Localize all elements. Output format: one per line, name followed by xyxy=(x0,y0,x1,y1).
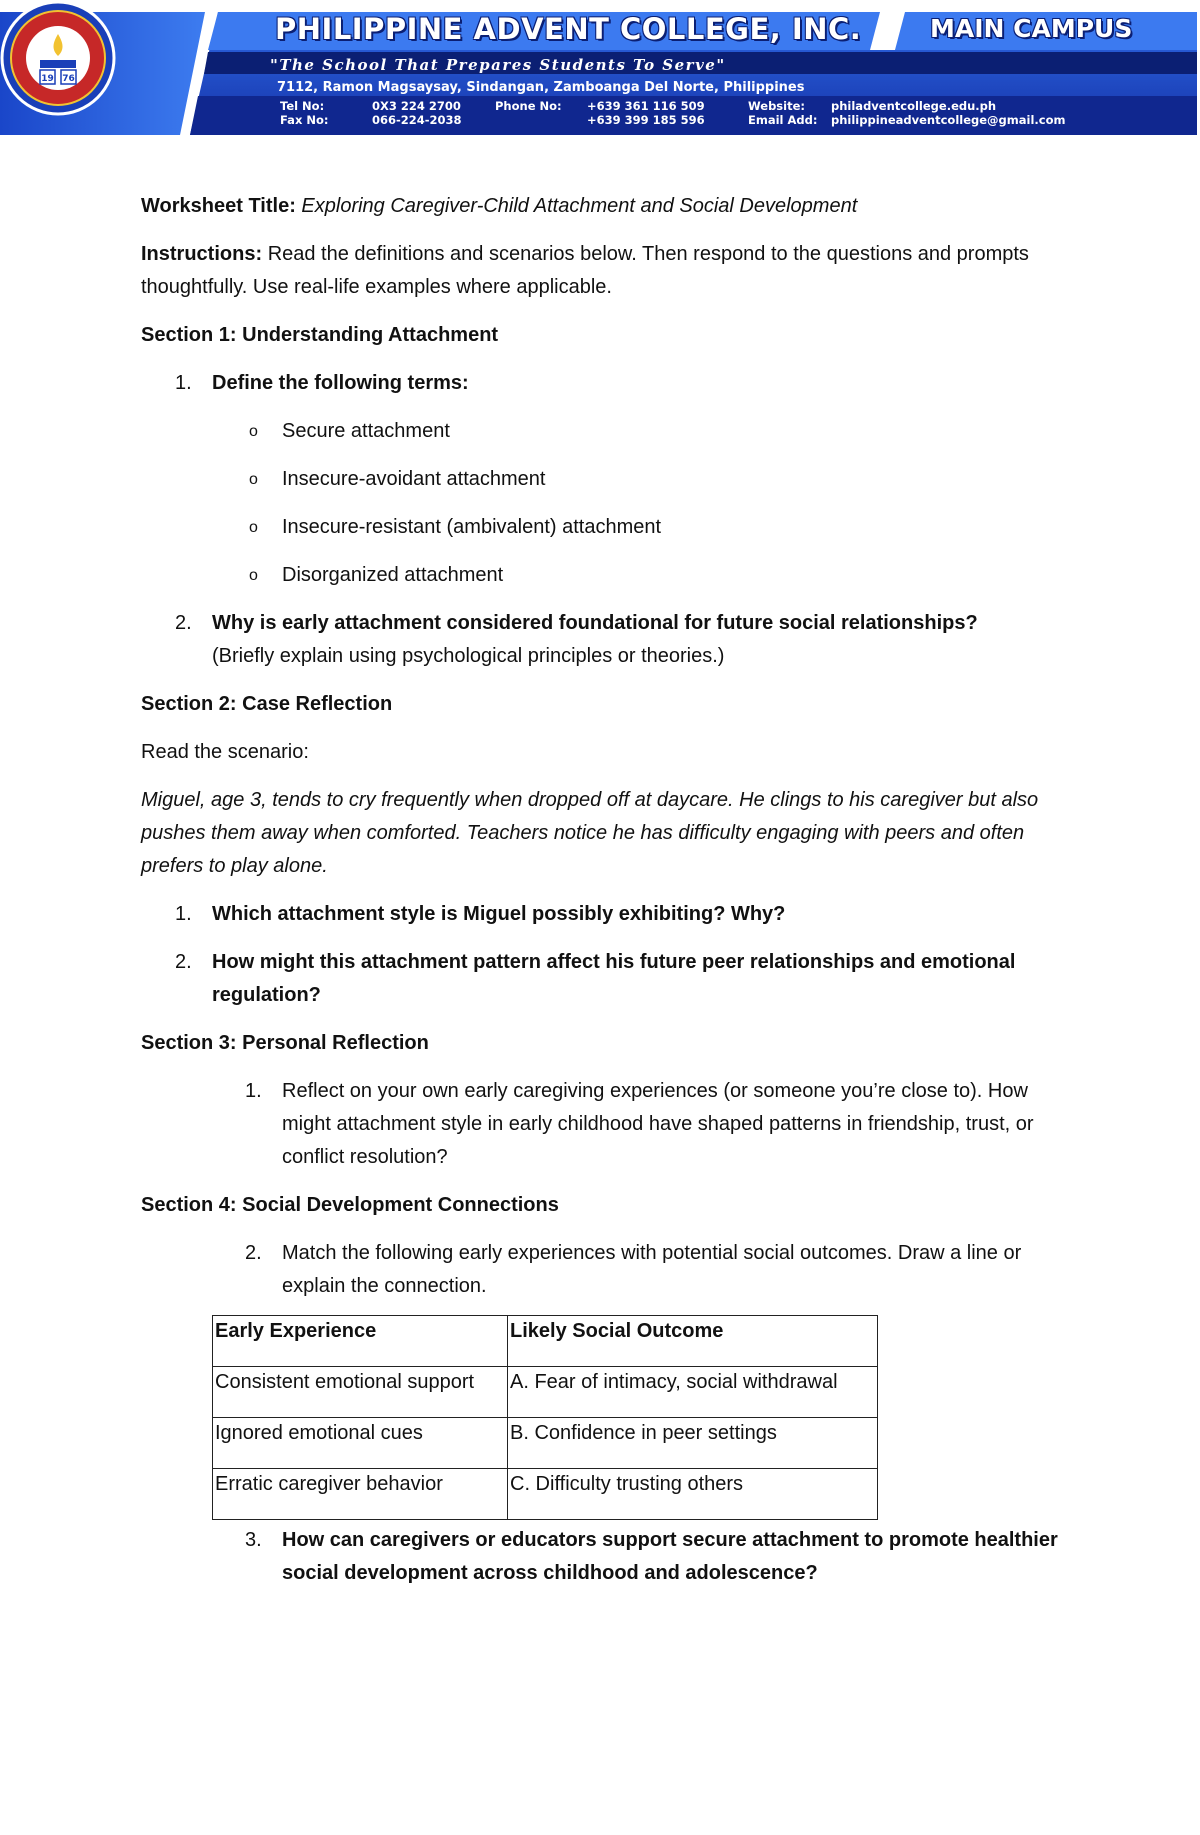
table-cell: B. Confidence in peer settings xyxy=(508,1418,878,1469)
table-header-row xyxy=(213,1316,878,1367)
phone-value-2: +639 399 185 596 xyxy=(587,113,705,127)
email-value[interactable]: philippineadventcollege@gmail.com xyxy=(831,113,1066,127)
question-note: (Briefly explain using psychological principles or theories.) xyxy=(212,645,725,667)
section-4-question-2 xyxy=(141,1237,1071,1303)
section-2-question-2 xyxy=(141,946,1071,1012)
question-number: 1. xyxy=(245,1080,262,1102)
instructions-text: Read the definitions and scenarios below. Then respond to the questions and prompts thoughtfully. Use real-life examples where applicable. xyxy=(141,243,1029,298)
term-item xyxy=(141,415,1071,448)
question-number: 2. xyxy=(175,951,192,973)
fax-value: 066-224-2038 xyxy=(372,113,462,127)
seal-year-right: 76 xyxy=(62,74,75,84)
matching-table xyxy=(212,1315,878,1520)
bullet-icon: o xyxy=(249,423,258,440)
section-2-question-1 xyxy=(141,898,1071,931)
bullet-icon: o xyxy=(249,567,258,584)
section-3-questions xyxy=(141,1075,1071,1174)
table-header-cell: Likely Social Outcome xyxy=(508,1316,878,1367)
question-text: Define the following terms: xyxy=(212,372,469,394)
bullet-icon: o xyxy=(249,471,258,488)
contact-right xyxy=(748,99,1065,127)
table-row xyxy=(213,1418,878,1469)
question-number: 3. xyxy=(245,1529,262,1551)
term-text: Secure attachment xyxy=(282,420,450,442)
school-seal-logo xyxy=(0,0,116,116)
question-text: Reflect on your own early caregiving experiences (or someone you’re close to). How might attachment style in early childhood have shaped patterns in friendship, trust, or conflict resolution? xyxy=(282,1080,1034,1168)
table-cell: Consistent emotional support xyxy=(213,1367,508,1418)
instructions-label: Instructions: xyxy=(141,243,263,265)
school-address: 7112, Ramon Magsaysay, Sindangan, Zamboanga Del Norte, Philippines xyxy=(277,80,805,95)
table-cell: A. Fear of intimacy, social withdrawal xyxy=(508,1367,878,1418)
phone-value-1: +639 361 116 509 xyxy=(587,99,705,113)
school-motto: "The School That Prepares Students To Serve" xyxy=(270,56,726,74)
tel-label: Tel No: xyxy=(280,99,325,113)
question-number: 1. xyxy=(175,903,192,925)
term-text: Insecure-avoidant attachment xyxy=(282,468,546,490)
question-text: Which attachment style is Miguel possibly exhibiting? Why? xyxy=(212,903,786,925)
section-4-questions xyxy=(141,1237,1071,1303)
terms-list xyxy=(212,415,1071,592)
table-cell: Ignored emotional cues xyxy=(213,1418,508,1469)
fax-label: Fax No: xyxy=(280,113,329,127)
scenario-text: Miguel, age 3, tends to cry frequently when dropped off at daycare. He clings to his caregiver but also pushes them away when comforted. Teachers notice he has difficulty engaging with peers and often prefers to play alone. xyxy=(141,789,1039,877)
question-text: Why is early attachment considered foundational for future social relationships? xyxy=(212,612,978,634)
table-header-cell: Early Experience xyxy=(213,1316,508,1367)
school-name: PHILIPPINE ADVENT COLLEGE, INC. xyxy=(275,12,862,46)
section-4-question-3 xyxy=(141,1524,1071,1590)
section-1-question-1 xyxy=(141,367,1071,592)
website-label: Website: xyxy=(748,99,805,113)
section-3-question-1 xyxy=(141,1075,1071,1174)
section-2-questions xyxy=(141,898,1071,1012)
table-cell: C. Difficulty trusting others xyxy=(508,1469,878,1520)
question-number: 1. xyxy=(175,372,192,394)
section-1-question-2 xyxy=(141,607,1071,673)
question-number: 2. xyxy=(245,1242,262,1264)
section-1-heading: Section 1: Understanding Attachment xyxy=(141,324,499,346)
term-item xyxy=(141,511,1071,544)
instructions xyxy=(141,238,1071,304)
letterhead-banner xyxy=(0,0,1200,140)
worksheet-title-label: Worksheet Title: xyxy=(141,195,296,217)
term-text: Insecure-resistant (ambivalent) attachment xyxy=(282,516,662,538)
table-row xyxy=(213,1367,878,1418)
scenario-prompt: Read the scenario: xyxy=(141,741,309,763)
table-row xyxy=(213,1469,878,1520)
question-number: 2. xyxy=(175,612,192,634)
table-cell: Erratic caregiver behavior xyxy=(213,1469,508,1520)
term-item xyxy=(141,559,1071,592)
tel-value: 0X3 224 2700 xyxy=(372,99,461,113)
section-2-heading: Section 2: Case Reflection xyxy=(141,693,393,715)
question-text: How might this attachment pattern affect his future peer relationships and emotional regulation? xyxy=(212,951,1016,1006)
seal-year-left: 19 xyxy=(41,74,54,84)
section-3-heading: Section 3: Personal Reflection xyxy=(141,1032,429,1054)
question-text: How can caregivers or educators support secure attachment to promote healthier social development across childhood and adolescence? xyxy=(282,1529,1058,1584)
email-label: Email Add: xyxy=(748,113,818,127)
term-text: Disorganized attachment xyxy=(282,564,504,586)
campus-label: MAIN CAMPUS xyxy=(930,14,1133,43)
contact-left xyxy=(280,99,462,127)
section-4-heading: Section 4: Social Development Connections xyxy=(141,1194,559,1216)
website-value[interactable]: philadventcollege.edu.ph xyxy=(831,99,997,113)
section-4-questions-continued xyxy=(141,1524,1071,1590)
worksheet-body xyxy=(141,190,1071,1605)
worksheet-title xyxy=(141,190,1071,223)
phone-label: Phone No: xyxy=(495,99,562,113)
worksheet-title-value: Exploring Caregiver-Child Attachment and Social Development xyxy=(301,195,858,217)
term-item xyxy=(141,463,1071,496)
bullet-icon: o xyxy=(249,519,258,536)
question-text: Match the following early experiences with potential social outcomes. Draw a line or explain the connection. xyxy=(282,1242,1022,1297)
section-1-questions xyxy=(141,367,1071,673)
contact-middle xyxy=(495,99,705,127)
